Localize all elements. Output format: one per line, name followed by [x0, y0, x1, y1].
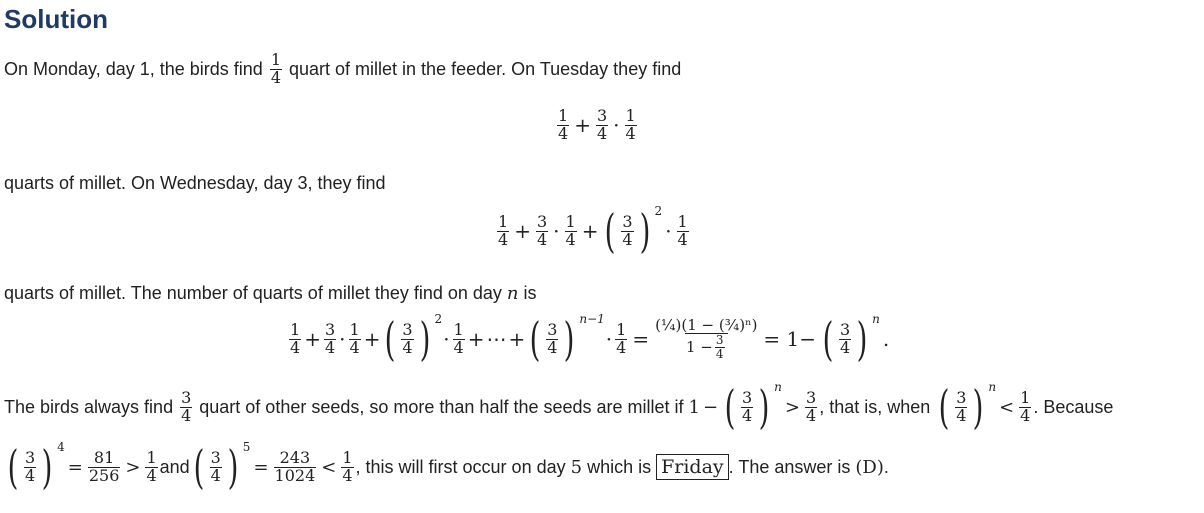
fraction: $\frac{3}{4}$ — [596, 106, 608, 143]
fraction: $\frac{1}{4}$ — [498, 211, 509, 249]
text: quart of other seeds, so more than half the seeds are millet if — [194, 396, 689, 417]
fraction: $\frac{3}{4}$ — [742, 387, 753, 425]
fraction: $\frac{3}{4}$ — [622, 211, 633, 249]
power-group: ( $\frac{3}{4}$ ) n−1 — [529, 312, 605, 366]
plus-sign: + — [363, 327, 381, 351]
fraction: $\frac{3}{4}$ — [806, 387, 817, 425]
fraction: $\frac{3}{4}$ — [210, 447, 221, 485]
exponent: 2 — [654, 204, 663, 218]
ellipsis: ⋯ — [486, 327, 507, 351]
text: is — [518, 283, 537, 303]
text: , that is, when — [819, 396, 936, 417]
exponent: 4 — [57, 440, 65, 454]
fraction: $\frac{1}{4}$ — [453, 319, 464, 357]
power-group: ( $\frac{3}{4}$ ) n — [822, 312, 880, 366]
dot-operator: · — [613, 113, 620, 138]
plus-sign: + — [574, 113, 591, 138]
plus-sign: + — [304, 327, 321, 351]
fraction: $\frac{3}{4}$ — [536, 211, 548, 249]
fraction: $\frac{1}{4}$ — [342, 447, 353, 485]
period: . — [882, 327, 890, 351]
power-group: ( $\frac{3}{4}$ ) 2 — [385, 312, 443, 366]
text: quarts of millet. The number of quarts of millet they find on day — [4, 283, 507, 303]
paragraph-monday — [4, 52, 681, 87]
fraction: $\frac{1}{4}$ — [616, 319, 627, 357]
plus-sign: + — [467, 327, 485, 351]
text: . The answer is — [728, 456, 856, 477]
paragraph-day-n — [4, 283, 537, 304]
fraction: $\frac{1}{4}$ — [349, 319, 360, 357]
exponent: 2 — [434, 312, 443, 326]
dot-operator: · — [605, 327, 613, 351]
paragraph-tuesday — [4, 173, 386, 194]
power-group: ( $\frac{3}{4}$ ) 5 — [193, 440, 251, 494]
exponent: n — [872, 312, 880, 326]
fraction: $\frac{1}{4}$ — [677, 211, 688, 249]
text: , this will first occur on day — [355, 456, 571, 477]
fraction: $\frac{3}{4}$ — [402, 319, 413, 357]
series-sum-fraction — [654, 315, 758, 361]
solution-heading: Solution — [4, 4, 108, 34]
dot-operator: · — [339, 327, 346, 351]
text: quart of millet in the feeder. On Tuesday they find — [284, 58, 682, 79]
boxed-answer: Friday — [656, 454, 729, 480]
fraction: $\frac{3}{4}$ — [324, 319, 336, 357]
fraction: $\frac{1}{4}$ — [625, 106, 636, 143]
text: which is — [582, 456, 657, 477]
display-equation-wednesday — [495, 204, 691, 258]
fraction: $\frac{1}{4}$ — [146, 447, 157, 485]
exponent: n — [774, 380, 782, 394]
plus-sign: + — [508, 327, 526, 351]
text: The birds always find — [4, 396, 179, 417]
fraction: $\frac{243}{1024}$ — [274, 447, 316, 485]
plus-sign: + — [514, 219, 531, 243]
fraction: $\frac{1}{4}$ — [565, 211, 576, 249]
text: and — [159, 456, 190, 477]
fraction: $\frac{3}{4}$ — [24, 447, 36, 485]
display-equation-series — [287, 312, 892, 366]
power-group: ( $\frac{3}{4}$ ) 4 — [7, 440, 65, 494]
fraction: $\frac{3}{4}$ — [181, 387, 192, 425]
paragraph-other-seeds: The birds always find $\frac{3}{4}$ quart of other seeds, so more than half the seeds are millet if 1 − ( $\frac{3}{4}$ ) n > $\frac{3}{4}$ , that is, when ( $\frac{3}{4}$ ) n < $\frac{1}{4}$ . Because — [4, 380, 1114, 434]
exponent: n — [988, 380, 997, 394]
dot-operator: · — [665, 219, 672, 243]
power-group: ( $\frac{3}{4}$ ) n — [938, 380, 997, 434]
plus-sign: + — [581, 219, 599, 243]
fraction: $\frac{3}{4}$ — [839, 319, 851, 357]
answer-choice: (D) — [855, 456, 884, 478]
text: . — [883, 456, 889, 477]
fraction: $\frac{81}{256}$ — [88, 447, 120, 485]
fraction: $\frac{1}{4}$ — [1020, 387, 1031, 425]
fraction: $\frac{3}{4}$ — [956, 387, 967, 425]
equals-one-minus: = 1− — [763, 327, 817, 351]
day-number: 5 — [570, 456, 583, 478]
fraction: $\frac{1}{4}$ — [558, 106, 569, 143]
exponent: n−1 — [579, 312, 605, 326]
fraction-one-quarter: $\frac{1}{4}$ — [270, 50, 281, 87]
dot-operator: · — [553, 219, 560, 243]
paragraph-conclusion: ( $\frac{3}{4}$ ) 4 = $\frac{81}{256}$ > $\frac{1}{4}$ and ( $\frac{3}{4}$ ) 5 = $\frac{243}{1024}$ < $\frac{1}{4}$ , this will first occur on day 5 which is Friday . The answer is (D) . — [4, 444, 889, 490]
variable-n: n — [506, 283, 519, 304]
text: quarts of millet. On Wednesday, day 3, they find — [4, 173, 386, 193]
power-group: ( $\frac{3}{4}$ ) n — [724, 380, 782, 434]
display-equation-tuesday — [555, 108, 639, 143]
text: . Because — [1033, 396, 1114, 417]
fraction: $\frac{3}{4}$ — [715, 333, 724, 361]
fraction: $\frac{3}{4}$ — [547, 319, 558, 357]
text: On Monday, day 1, the birds find — [4, 58, 268, 79]
series-sum-denominator: 1 − $\frac{3}{4}$ — [685, 333, 728, 360]
power-group: ( $\frac{3}{4}$ ) 2 — [605, 204, 663, 258]
fraction: $\frac{1}{4}$ — [290, 319, 301, 357]
exponent: 5 — [242, 440, 251, 454]
equals-sign: = — [632, 327, 650, 351]
series-sum-numerator: (¼)(1 − (¾)ⁿ) — [655, 315, 758, 334]
dot-operator: · — [443, 327, 450, 351]
